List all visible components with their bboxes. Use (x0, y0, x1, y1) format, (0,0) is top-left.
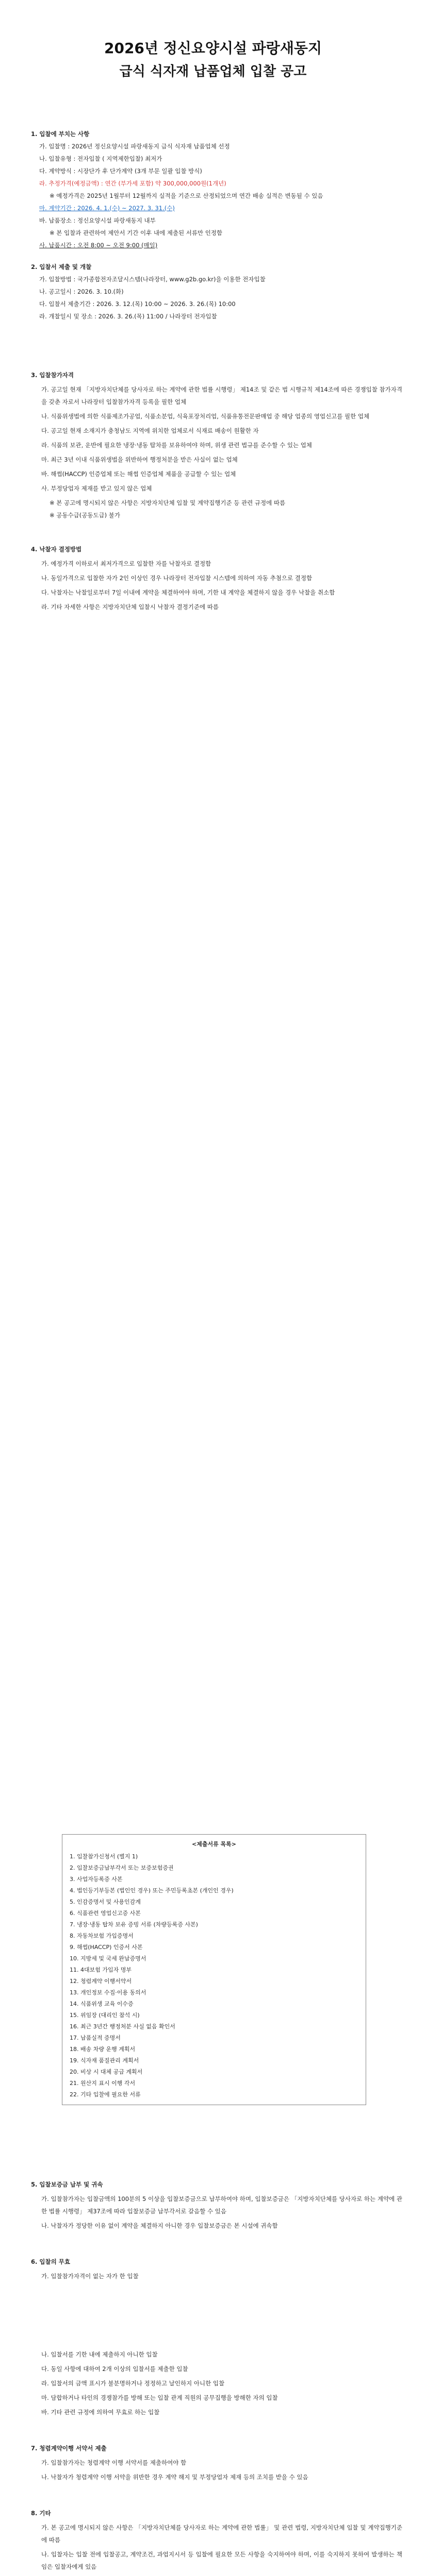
s4-para: 라. 기타 자세한 사항은 지방자치단체 입찰시 낙찰자 결정기준에 따름 (41, 603, 219, 611)
s3-para: 마. 최근 3년 이내 식품위생법을 위반하여 행정처분을 받은 사실이 없는 업체 (41, 456, 238, 463)
s8-para: 가. 본 공고에 명시되지 않은 사항은 「지방자치단체를 당사자로 하는 계약에 관한 법률」 및 관련 법령, 지방자치단체 입찰 및 계약집행기준에 따름 (41, 2524, 402, 2544)
box-title: <제출서류 목록> (191, 1841, 237, 1848)
section-2-heading: 2. 입찰서 제출 및 개찰 (31, 263, 92, 270)
s4-para: 다. 낙찰자는 낙찰일로부터 7일 이내에 계약을 체결하여야 하며, 기한 내 계약을 체결하지 않을 경우 낙찰을 취소함 (41, 589, 335, 596)
s3-extra: ※ 공동수급(공동도급) 불가 (50, 512, 121, 519)
box-item: 12. 청렴계약 이행서약서 (70, 1978, 132, 1985)
s7-para: 가. 입찰참가자는 청렴계약 이행 서약서를 제출하여야 함 (41, 2459, 187, 2466)
s1-item: 다. 계약방식 : 시장단가 후 단가계약 (3개 부문 일괄 입찰 방식) (39, 167, 202, 175)
box-item: 3. 사업자등록증 사본 (70, 1876, 123, 1883)
box-item: 13. 개인정보 수집·이용 동의서 (70, 1989, 146, 1996)
box-item: 5. 인감증명서 및 사용인감계 (70, 1899, 141, 1905)
notice-title-line2: 급식 식자재 납품업체 입찰 공고 (119, 64, 307, 79)
box-item: 20. 비상 시 대체 공급 계획서 (70, 2069, 143, 2075)
s1-item: 바. 납품장소 : 정신요양시설 파랑새동지 내부 (39, 217, 156, 224)
box-item: 21. 원산지 표시 이행 각서 (70, 2080, 136, 2087)
section-8-heading: 8. 기타 (31, 2510, 51, 2517)
box-item: 2. 입찰보증금납부각서 또는 보증보험증권 (70, 1865, 174, 1871)
notice-title-line1: 2026년 정신요양시설 파랑새동지 (104, 40, 322, 57)
section-1-heading: 1. 입찰에 부치는 사항 (31, 130, 90, 138)
box-item: 1. 입찰참가신청서 (별지 1) (70, 1853, 138, 1860)
s1-note: ※ 본 입찰과 관련하여 제안서 기간 이후 내에 제출된 서류만 인정함 (50, 229, 223, 236)
s1-item: 사. 납품시간 : 오전 8:00 ~ 오전 9:00 (매일) (39, 242, 158, 249)
section-6-heading: 6. 입찰의 무효 (31, 2258, 70, 2265)
s3-extra: ※ 본 공고에 명시되지 않은 사항은 지방자치단체 입찰 및 계약집행기준 등 관련 규정에 따름 (50, 499, 286, 506)
box-item: 22. 기타 입찰에 필요한 서류 (70, 2091, 141, 2098)
s3-para: 사. 부정당업자 제재를 받고 있지 않은 업체 (41, 485, 152, 492)
s1-item: 라. 추정가격(예정금액) : 연간 (부가세 포함) 약 300,000,000원(1개년) (39, 180, 226, 187)
section-3-heading: 3. 입찰참가자격 (31, 371, 74, 379)
s6-para: 마. 담합하거나 타인의 경쟁참가를 방해 또는 입찰 관계 직원의 공무집행을 방해한 자의 입찰 (41, 2394, 278, 2401)
notice-body (31, 118, 402, 615)
box-item: 8. 자동차보험 가입증명서 (70, 1933, 134, 1939)
box-item: 9. 해썹(HACCP) 인증서 사본 (70, 1944, 143, 1951)
box-item: 11. 4대보험 가입자 명부 (70, 1967, 132, 1973)
submission-documents-box (62, 1834, 366, 2105)
box-item: 17. 납품실적 증명서 (70, 2035, 121, 2041)
box-item: 19. 식자재 품질관리 계획서 (70, 2057, 139, 2064)
box-item: 10. 지방세 및 국세 완납증명서 (70, 1955, 146, 1962)
s1-item: 마. 계약기간 : 2026. 4. 1.(수) ~ 2027. 3. 31.(수) (39, 205, 175, 212)
s3-para: 가. 공고일 현재 「지방자치단체를 당사자로 하는 계약에 관한 법률 시행령」 제14조 및 같은 법 시행규칙 제14조에 따른 경쟁입찰 참가자격을 갖춘 자로서 나라장터 입찰참가자격 등록을 필한 업체 (41, 386, 402, 405)
s2-item: 다. 입찰서 제출기간 : 2026. 3. 12.(목) 10:00 ~ 2026. 3. 26.(목) 10:00 (39, 300, 236, 308)
s4-para: 가. 예정가격 이하로서 최저가격으로 입찰한 자를 낙찰자로 결정함 (41, 560, 211, 567)
section-4-heading: 4. 낙찰자 결정방법 (31, 546, 82, 553)
box-item: 16. 최근 3년간 행정처분 사실 없음 확인서 (70, 2023, 175, 2030)
s1-note: ※ 예정가격은 2025년 1월부터 12월까지 실적을 기준으로 산정되었으며 연간 배송 실적은 변동될 수 있음 (50, 192, 323, 199)
section-7-heading: 7. 청렴계약이행 서약서 제출 (31, 2445, 107, 2452)
s5-para: 나. 낙찰자가 정당한 이유 없이 계약을 체결하지 아니한 경우 입찰보증금은 본 시설에 귀속함 (41, 2222, 278, 2229)
s8-para: 나. 입찰자는 입찰 전에 입찰공고, 계약조건, 과업지시서 등 입찰에 필요한 모든 사항을 숙지하여야 하며, 이를 숙지하지 못하여 발생하는 책임은 입찰자에게 있음 (41, 2551, 402, 2570)
s1-item: 가. 입찰명 : 2026년 정신요양시설 파랑새동지 급식 식자재 납품업체 선정 (39, 143, 230, 150)
s3-para: 다. 공고일 현재 소재지가 충청남도 지역에 위치한 업체로서 식재료 배송이 원활한 자 (41, 427, 259, 434)
s5-para: 가. 입찰참가자는 입찰금액의 100분의 5 이상을 입찰보증금으로 납부하여야 하며, 입찰보증금은 「지방자치단체를 당사자로 하는 계약에 관한 법률 시행령」 제37조에 따라 입찰보증금 납부각서로 갈음할 수 있음 (41, 2195, 402, 2215)
s6-para: 다. 동일 사항에 대하여 2개 이상의 입찰서를 제출한 입찰 (41, 2365, 188, 2372)
box-item: 6. 식품관련 영업신고증 사본 (70, 1910, 141, 1917)
s6-para: 가. 입찰참가자격이 없는 자가 한 입찰 (41, 2273, 139, 2280)
s6-para: 나. 입찰서를 기한 내에 제출하지 아니한 입찰 (41, 2351, 158, 2358)
s7-para: 나. 낙찰자가 청렴계약 이행 서약을 위반한 경우 계약 해지 및 부정당업자 제재 등의 조치를 받을 수 있음 (41, 2473, 308, 2481)
s2-item: 가. 입찰방법 : 국가종합전자조달시스템(나라장터, www.g2b.go.kr)을 이용한 전자입찰 (39, 276, 266, 283)
s3-para: 라. 식품의 보관, 운반에 필요한 냉장·냉동 탑차를 보유하여야 하며, 위생 관련 법규를 준수할 수 있는 업체 (41, 442, 312, 449)
box-item: 14. 식품위생 교육 이수증 (70, 2001, 134, 2007)
s1-item: 나. 입찰유형 : 전자입찰 ( 지역제한입찰) 최저가 (39, 155, 162, 162)
box-item: 18. 배송 차량 운행 계획서 (70, 2046, 136, 2053)
s3-para: 바. 해썹(HACCP) 인증업체 또는 해썹 인증업체 제품을 공급할 수 있는 업체 (41, 470, 236, 478)
notice-body-continued (31, 2169, 402, 2576)
s2-item: 라. 개찰일시 및 장소 : 2026. 3. 26.(목) 11:00 / 나라장터 전자입찰 (39, 313, 217, 320)
s4-para: 나. 동일가격으로 입찰한 자가 2인 이상인 경우 나라장터 전자입찰 시스템에 의하여 자동 추첨으로 결정함 (41, 574, 313, 582)
box-item: 7. 냉장·냉동 탑차 보유 증빙 서류 (차량등록증 사본) (70, 1921, 198, 1928)
s3-para: 나. 식품위생법에 의한 식품제조가공업, 식품소분업, 식육포장처리업, 식품유통전문판매업 중 해당 업종의 영업신고를 필한 업체 (41, 413, 370, 420)
box-item: 4. 법인등기부등본 (법인인 경우) 또는 주민등록초본 (개인인 경우) (70, 1887, 234, 1894)
section-5-heading: 5. 입찰보증금 납부 및 귀속 (31, 2181, 103, 2188)
s2-item: 나. 공고일시 : 2026. 3. 10.(화) (39, 288, 124, 295)
s6-para: 라. 입찰서의 금액 표시가 불분명하거나 정정하고 날인하지 아니한 입찰 (41, 2380, 225, 2387)
s6-para: 바. 기타 관련 규정에 의하여 무효로 하는 입찰 (41, 2409, 160, 2416)
box-item: 15. 위임장 (대리인 참석 시) (70, 2012, 140, 2019)
